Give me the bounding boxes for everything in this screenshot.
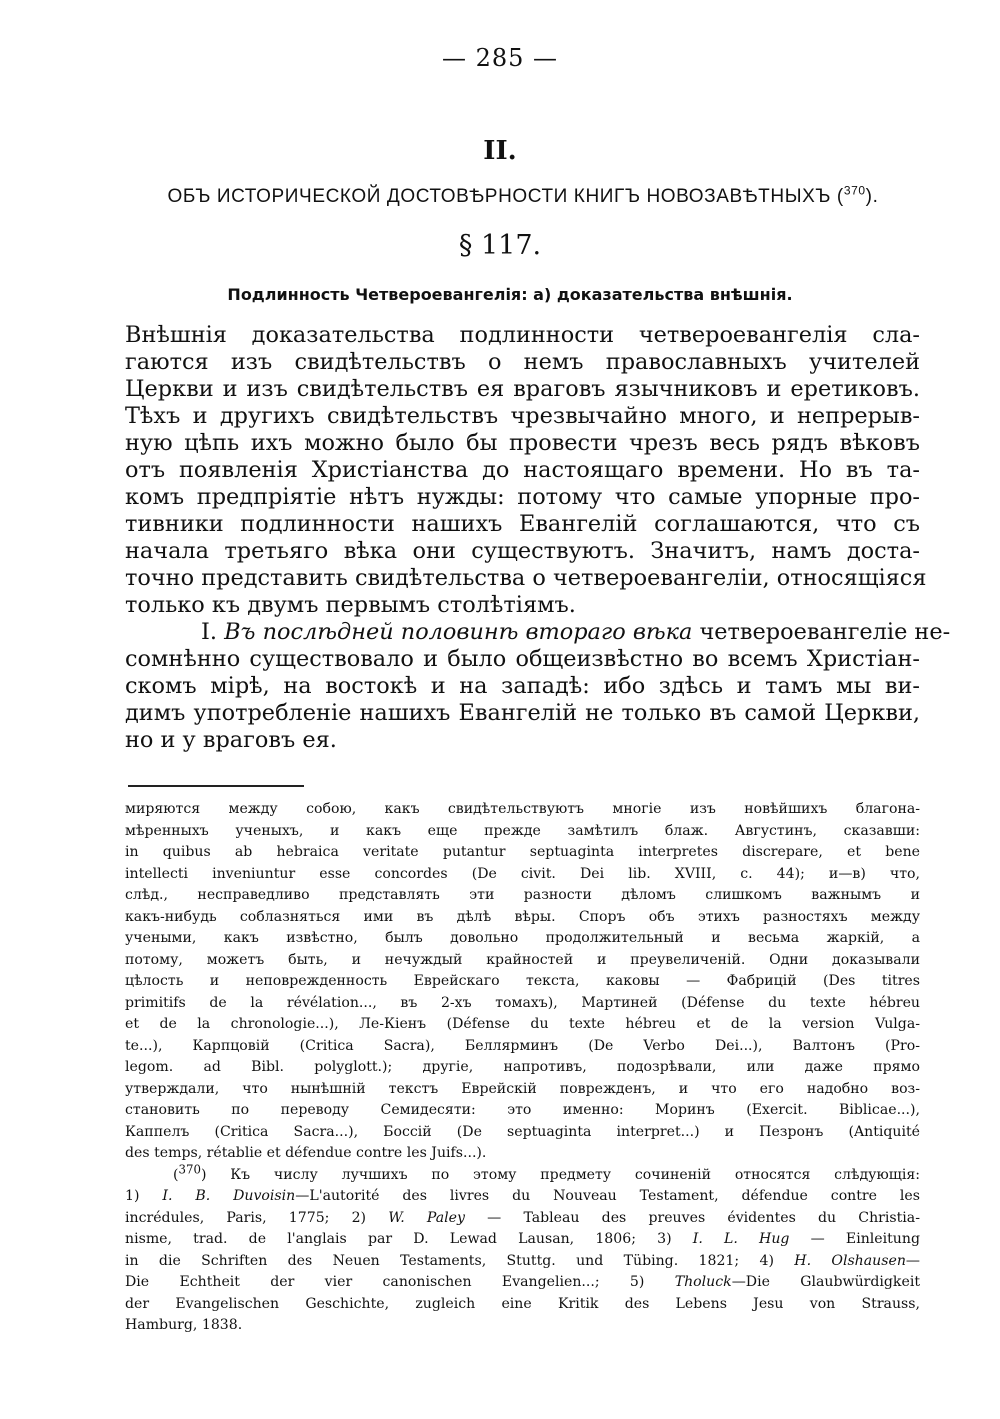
fn-text: incrédules, Paris, 1775; 2) (125, 1209, 389, 1226)
body-line: Церкви и изъ свидѣтельствъ ея враговъ язычниковъ и еретиковъ. (125, 376, 920, 402)
footnote-line: legom. ad Bibl. polyglott.); другіе, напротивъ, подозрѣвали, или даже прямо (125, 1059, 920, 1075)
body-line: Внѣшнія доказательства подлинности четвероевангелія сла- (125, 322, 920, 348)
footnote-370-line (125, 1208, 920, 1230)
body-line: точно представить свидѣтельства о четвероевангеліи, относящіяся (125, 565, 927, 591)
main-text (125, 322, 951, 754)
body-line: тивники подлинности нашихъ Евангелій соглашаются, что съ (125, 511, 920, 537)
fn-text: — Tableau des preuves évidentes du Christia- (464, 1209, 920, 1226)
footnote-line: et de la chronologie...), Ле-Кіенъ (Défense du texte hébreu et de la version Vulga- (125, 1016, 920, 1032)
fn-author: Tholuck (674, 1274, 732, 1290)
footnote-370-line (125, 1186, 920, 1208)
body-line: начала третьяго вѣка они существуютъ. Значитъ, намъ доста- (125, 538, 920, 564)
part-number: II. (483, 136, 517, 166)
body-line: комъ предпріятіе нѣтъ нужды: потому что самые упорные про- (125, 484, 920, 510)
fn-author: I. B. Duvoisin (162, 1188, 296, 1204)
fn-text: —L'autorité des livres du Nouveau Testament, défendue contre les (295, 1188, 920, 1204)
fn-text: nisme, trad. de l'anglais par D. Lewad Lausan, 1806; 3) (125, 1231, 693, 1247)
fn-author: I. L. Hug (692, 1231, 790, 1247)
body-line: скомъ мірѣ, на востокѣ и на западѣ: ибо здѣсь и тамъ мы ви- (125, 673, 920, 699)
para2-italic: Въ послѣдней половинѣ втораго вѣка (224, 619, 693, 645)
fn-author: W. Paley (388, 1209, 465, 1226)
footnote-370-line: der Evangelischen Geschichte, zugleich eine Kritik des Lebens Jesu von Strauss, (125, 1295, 920, 1312)
page-number: — 285 — (441, 44, 559, 72)
footnote-line: становить по переводу Семидесяти: это именно: Моринъ (Exercit. Biblicae...), (125, 1102, 920, 1118)
section-number: § 117. (458, 230, 542, 261)
section-subtitle: Подлинность Четвероевангелія: а) доказательства внѣшнія. (227, 285, 793, 304)
footnote-line: primitifs de la révélation..., въ 2-хъ томахъ), Мартиней (Défense du texte hébreu (125, 994, 920, 1011)
body-line: Тѣхъ и другихъ свидѣтельствъ чрезвычайно много, и непрерыв- (125, 403, 920, 429)
footnote-line: слѣд., несправедливо представлять эти разности дѣломъ слишкомъ важнымъ и (125, 887, 920, 903)
para2-prefix: I. (201, 619, 225, 645)
footnote-line: потому, можетъ быть, и нечуждый крайностей и преувеличеній. Одни доказывали (125, 951, 920, 968)
chapter-title-text: ОБЪ ИСТОРИЧЕСКОЙ ДОСТОВѢРНОСТИ КНИГЪ НОВОЗАВѢТНЫХЪ ( (167, 186, 844, 207)
footnote-line: intellecti inveniuntur esse concordes (De civit. Dei lib. XVIII, c. 44); и—в) что, (125, 865, 920, 882)
footnote-line: цѣлость и неповрежденность Еврейскаго текста, каковы — Фабрицій (Des titres (125, 973, 920, 989)
chapter-note-ref: 370 (843, 183, 866, 198)
footnote-line: утверждали, что нынѣшній текстъ Еврейскій поврежденъ, и что его надобно воз- (125, 1080, 920, 1097)
fn-text: — (905, 1252, 920, 1269)
fn-num: 1) (125, 1188, 163, 1204)
footnote-370-ref: 370 (178, 1161, 201, 1176)
footnote-line: te...), Карпцовій (Critica Sacra), Беллярминъ (De Verbo Dei...), Валтонъ (Pro- (125, 1037, 920, 1054)
body-line: только къ двумъ первымъ столѣтіямъ. (125, 592, 576, 618)
footnote-line: учеными, какъ извѣстно, былъ довольно продолжительный и весьма жаркій, а (125, 930, 920, 946)
paragraph-2-first-line (125, 619, 951, 646)
body-line: отъ появленія Христіанства до настоящаго времени. Но въ та- (125, 457, 920, 483)
fn-text: Die Echtheit der vier canonischen Evangelien...; 5) (125, 1274, 675, 1290)
footnote-line: in quibus ab hebraica veritate putantur septuaginta interpretes discrepare, et bene (125, 844, 920, 860)
body-line: гаются изъ свидѣтельствъ о немъ православныхъ учителей (125, 349, 920, 375)
body-line: но и у враговъ ея. (125, 727, 337, 753)
body-line: ную цѣпь ихъ можно было бы провести чрезъ весь рядъ вѣковъ (125, 430, 920, 456)
footnote-line: Каппелъ (Critica Sacra...), Боссій (De septuaginta interpret...) и Пезронъ (Antiquité (125, 1123, 920, 1140)
footnote-line: мѣренныхъ ученыхъ, и какъ еще прежде замѣтилъ блаж. Августинъ, сказавши: (125, 822, 920, 839)
chapter-title-end: ). (865, 186, 879, 207)
footnote-line: какъ-нибудь соблазняться ими въ дѣлѣ вѣры. Споръ объ этихъ разностяхъ между (125, 908, 920, 925)
footnotes (125, 799, 920, 1337)
fn-text: in die Schriften des Neuen Testaments, Stuttg. und Tübing. 1821; 4) (125, 1252, 795, 1269)
body-line: димъ употребленіе нашихъ Евангелій не только въ самой Церкви, (125, 700, 920, 726)
fn-text: — Einleitung (789, 1231, 920, 1247)
fn-author: H. Olshausen (794, 1252, 906, 1269)
footnote-370-line: Hamburg, 1838. (125, 1317, 243, 1333)
footnote-370-line (125, 1251, 920, 1273)
footnote-line: des temps, rétablie et défendue contre les Juifs...). (125, 1145, 487, 1161)
footnote-370-line (125, 1272, 920, 1294)
footnote-divider (128, 785, 304, 787)
para2-rest: четвероевангеліе не- (692, 619, 951, 645)
footnote-370-line (125, 1229, 920, 1251)
chapter-title (118, 183, 928, 208)
footnote-370-text: Къ числу лучшихъ по этому предмету сочиненій относятся слѣдующія: (230, 1166, 920, 1183)
fn-text: —Die Glaubwürdigkeit (731, 1274, 920, 1290)
footnote-370-line: ($^{370}$) Къ числу лучшихъ по этому предмету сочиненій относятся слѣдующія: (173, 1161, 920, 1183)
footnote-line: миряются между собою, какъ свидѣтельствуютъ многіе изъ новѣйшихъ благона- (125, 801, 920, 817)
body-line: сомнѣнно существовало и было общеизвѣстно во всемъ Христіан- (125, 646, 920, 672)
